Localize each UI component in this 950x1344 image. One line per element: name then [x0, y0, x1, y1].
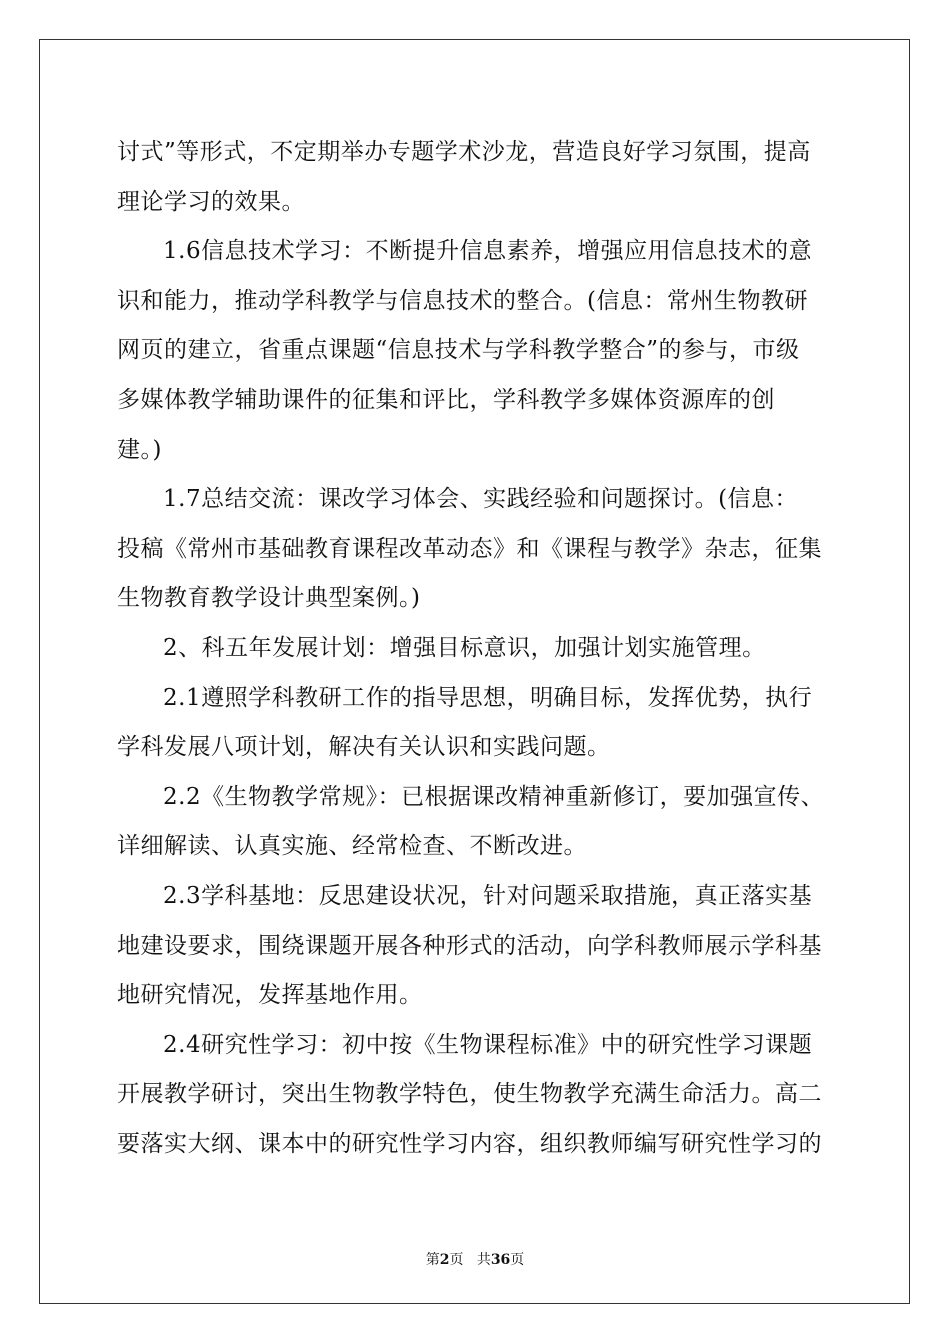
text-line: 2.3学科基地：反思建设状况，针对问题采取措施，真正落实基 [163, 882, 813, 909]
text-line: 开展教学研讨，突出生物教学特色，使生物教学充满生命活力。高二 [117, 1081, 822, 1108]
text-line: 要落实大纲、课本中的研究性学习内容，组织教师编写研究性学习的 [117, 1130, 822, 1157]
text-line: 生物教育教学设计典型案例。) [117, 585, 421, 612]
total-pages: 36 [490, 1252, 511, 1268]
text-line: 理论学习的效果。 [117, 188, 305, 215]
page-number: 2 [439, 1252, 450, 1268]
text-line: 2.4研究性学习：初中按《生物课程标准》中的研究性学习课题 [163, 1031, 813, 1058]
text-line: 投稿《常州市基础教育课程改革动态》和《课程与教学》杂志，征集 [117, 535, 822, 562]
text-line: 2.2《生物教学常规》：已根据课改精神重新修订，要加强宣传、 [163, 783, 825, 810]
text-line: 学科发展八项计划，解决有关认识和实践问题。 [117, 734, 611, 761]
page-footer [0, 1249, 950, 1269]
text-line: 1.7总结交流：课改学习体会、实践经验和问题探讨。(信息： [163, 486, 799, 513]
page-prefix: 第 [425, 1252, 440, 1268]
text-line: 地研究情况，发挥基地作用。 [117, 982, 423, 1009]
text-line: 网页的建立，省重点课题“信息技术与学科教学整合”的参与，市级 [117, 337, 800, 364]
text-line: 地建设要求，围绕课题开展各种形式的活动，向学科教师展示学科基 [117, 932, 822, 959]
total-prefix: 共 [476, 1252, 491, 1268]
text-line: 2、科五年发展计划：增强目标意识，加强计划实施管理。 [163, 634, 766, 661]
document-body [117, 128, 837, 1169]
text-line: 1.6信息技术学习：不断提升信息素养，增强应用信息技术的意 [163, 238, 813, 265]
text-line: 建。) [117, 436, 162, 463]
text-line: 详细解读、认真实施、经常检查、不断改进。 [117, 833, 587, 860]
text-line: 2.1遵照学科教研工作的指导思想，明确目标，发挥优势，执行 [163, 684, 813, 711]
text-line: 多媒体教学辅助课件的征集和评比，学科教学多媒体资源库的创 [117, 386, 775, 413]
page-suffix: 页 [449, 1252, 464, 1268]
text-line: 讨式”等形式，不定期举办专题学术沙龙，营造良好学习氛围，提高 [117, 139, 811, 165]
total-suffix: 页 [510, 1252, 525, 1268]
text-line: 识和能力，推动学科教学与信息技术的整合。(信息：常州生物教研 [117, 287, 808, 314]
